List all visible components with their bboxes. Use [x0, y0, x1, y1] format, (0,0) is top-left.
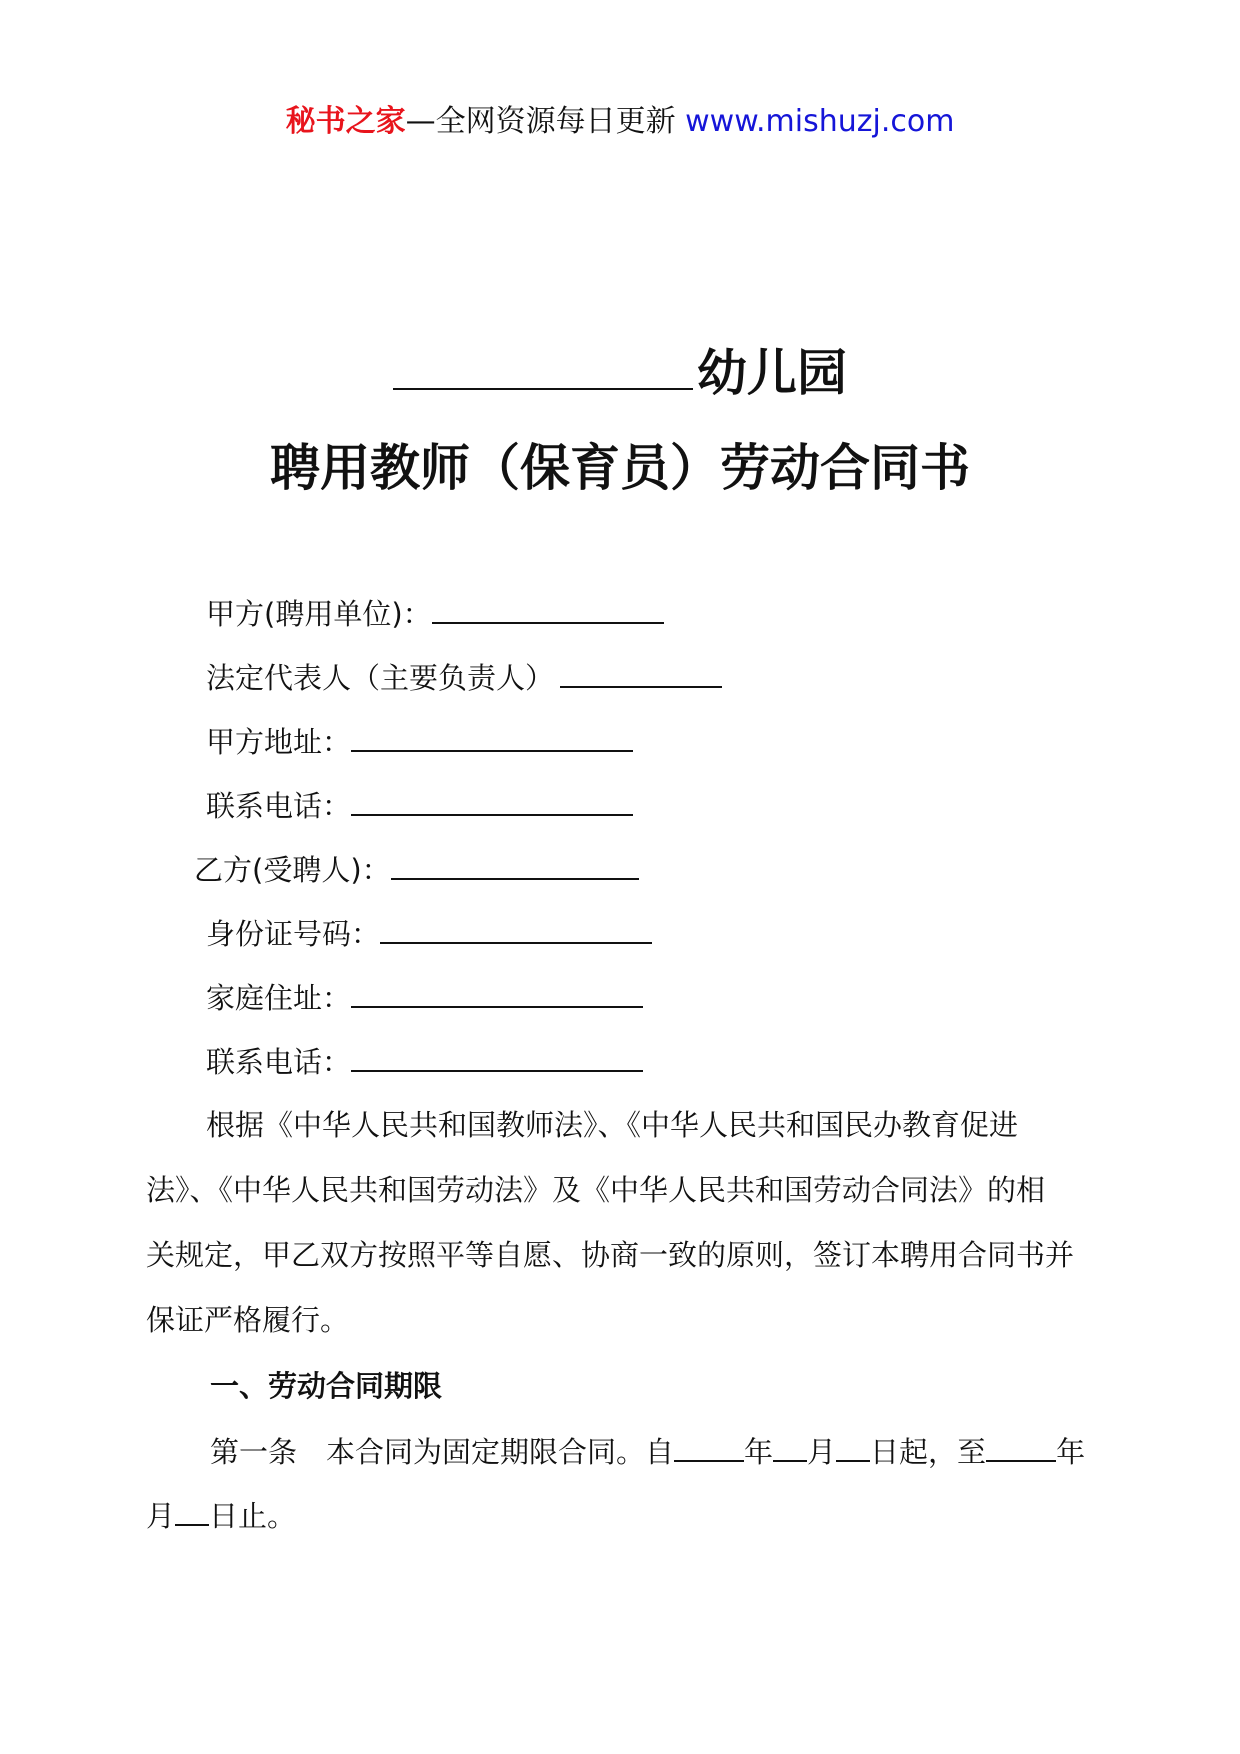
id-number-blank[interactable]: [380, 912, 652, 944]
title-line1-suffix: 幼儿园: [697, 344, 847, 402]
field-label-party-a-address: 甲方地址：: [206, 725, 352, 759]
start-month-blank[interactable]: [773, 1430, 807, 1462]
page-header: [0, 100, 1240, 144]
intro-paragraph: [146, 1093, 1096, 1353]
clause-month-label: 月: [807, 1435, 837, 1469]
field-label-party-b: 乙方(受聘人)：: [194, 853, 391, 887]
party-a-blank[interactable]: [432, 592, 664, 624]
start-year-blank[interactable]: [674, 1430, 744, 1462]
end-year-blank[interactable]: [986, 1430, 1056, 1462]
intro-line: 根据《中华人民共和国教师法》、《中华人民共和国民办教育促进: [206, 1108, 1019, 1142]
section-heading-contract-term: 一、劳动合同期限: [210, 1369, 443, 1403]
party-b-phone-blank[interactable]: [351, 1040, 643, 1072]
field-home-address: [206, 976, 643, 1018]
field-label-legal-rep: 法定代表人（主要负责人）: [206, 661, 555, 695]
clause-1-prefix: 第一条 本合同为固定期限合同。自: [210, 1435, 675, 1469]
clause-1-line-2: [146, 1494, 296, 1536]
party-b-blank[interactable]: [391, 848, 639, 880]
clause-day-start-label: 日起，至: [870, 1435, 987, 1469]
clause-year-label: 年: [744, 1435, 774, 1469]
field-label-party-a-phone: 联系电话：: [206, 789, 352, 823]
intro-line: 法》、《中华人民共和国劳动法》及《中华人民共和国劳动合同法》的相: [146, 1173, 1046, 1207]
header-slogan: —全网资源每日更新: [405, 104, 686, 139]
field-party-a-phone: [206, 784, 633, 826]
field-legal-rep: [206, 656, 722, 698]
field-label-home-address: 家庭住址：: [206, 981, 352, 1015]
clause-year-label: 年: [1056, 1435, 1086, 1469]
clause-1-line-1: [210, 1430, 1085, 1472]
party-a-phone-blank[interactable]: [351, 784, 633, 816]
field-id-number: [206, 912, 652, 954]
field-party-a-address: [206, 720, 633, 762]
field-label-id-number: 身份证号码：: [206, 917, 381, 951]
title-kindergarten: [0, 338, 1240, 405]
title-contract: 聘用教师（保育员）劳动合同书: [270, 439, 970, 497]
brand-name: 秘书之家: [285, 104, 406, 139]
intro-line: 保证严格履行。: [146, 1303, 350, 1337]
clause-month-label: 月: [146, 1499, 176, 1533]
field-label-party-a: 甲方(聘用单位)：: [206, 597, 432, 631]
start-day-blank[interactable]: [836, 1430, 870, 1462]
website-link[interactable]: www.mishuzj.com: [685, 104, 955, 139]
end-day-blank[interactable]: [175, 1494, 209, 1526]
field-party-a: [206, 592, 664, 634]
clause-day-end-label: 日止。: [209, 1499, 297, 1533]
intro-line: 关规定，甲乙双方按照平等自愿、协商一致的原则，签订本聘用合同书并: [146, 1238, 1075, 1272]
kindergarten-name-blank: [393, 338, 693, 390]
field-party-b: [194, 848, 639, 890]
party-a-address-blank[interactable]: [351, 720, 633, 752]
field-party-b-phone: [206, 1040, 643, 1082]
legal-rep-blank[interactable]: [560, 656, 722, 688]
home-address-blank[interactable]: [351, 976, 643, 1008]
field-label-party-b-phone: 联系电话：: [206, 1045, 352, 1079]
